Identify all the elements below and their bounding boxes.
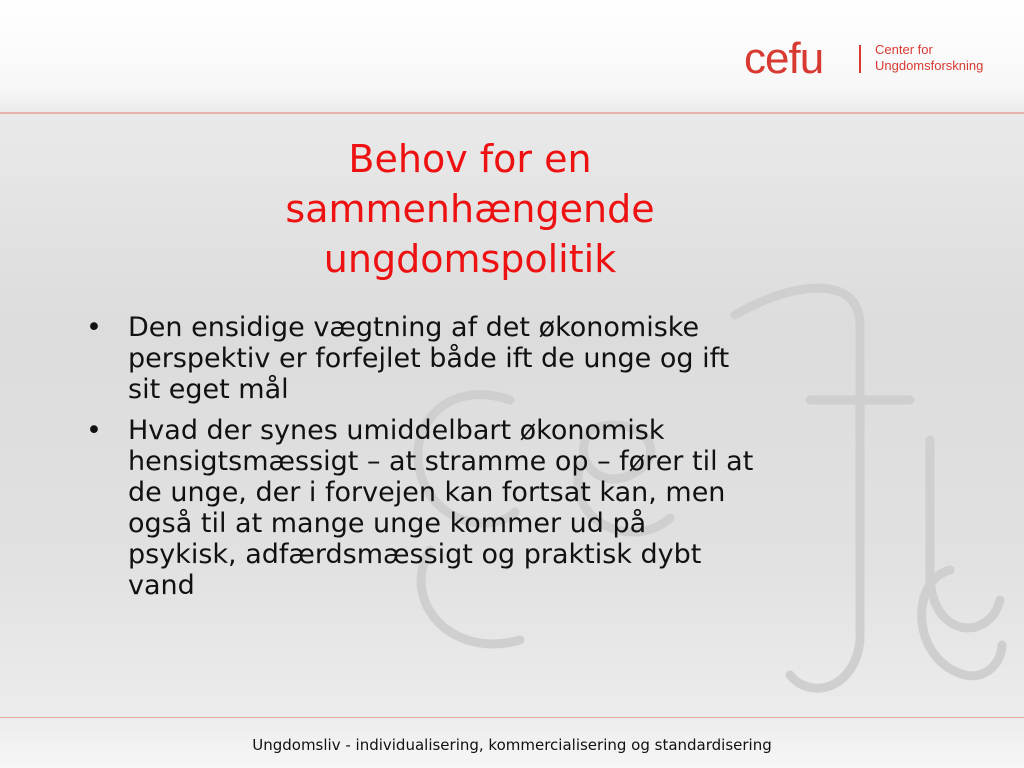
logo-tagline-line2: Ungdomsforskning xyxy=(875,58,984,73)
bullet-line: sit eget mål xyxy=(128,374,289,405)
bullet-item xyxy=(84,415,944,601)
bullet-line: perspektiv er forfejlet både ift de unge og ift xyxy=(128,343,730,374)
bullet-dot: • xyxy=(86,415,102,446)
bullet-line: også til at mange unge kommer ud på xyxy=(128,508,647,539)
slide-title xyxy=(210,134,730,284)
title-line-3: ungdomspolitik xyxy=(323,237,617,281)
header-divider xyxy=(0,112,1024,114)
slide-footer: Ungdomsliv - individualisering, kommercialisering og standardisering xyxy=(252,736,772,754)
bullet-item xyxy=(84,312,944,405)
bullet-line: Hvad der synes umiddelbart økonomisk xyxy=(128,415,665,446)
bullet-line: Den ensidige vægtning af det økonomiske xyxy=(128,312,700,343)
bullet-line: psykisk, adfærdsmæssigt og praktisk dybt xyxy=(128,539,702,570)
logo-tagline xyxy=(875,42,983,74)
logo-wordmark: cefu xyxy=(744,34,824,83)
logo-divider xyxy=(859,45,861,73)
bullet-list xyxy=(84,312,944,611)
bullet-dot: • xyxy=(86,312,102,343)
cefu-logo xyxy=(744,34,1004,84)
title-line-2: sammenhængende xyxy=(285,187,655,231)
bullet-line: de unge, der i forvejen kan fortsat kan, men xyxy=(128,477,726,508)
bullet-line: vand xyxy=(128,570,195,601)
logo-tagline-line1: Center for xyxy=(875,42,933,57)
title-line-1: Behov for en xyxy=(348,137,592,181)
bullet-line: hensigtsmæssigt – at stramme op – fører til at xyxy=(128,446,754,477)
footer-divider xyxy=(0,717,1024,718)
